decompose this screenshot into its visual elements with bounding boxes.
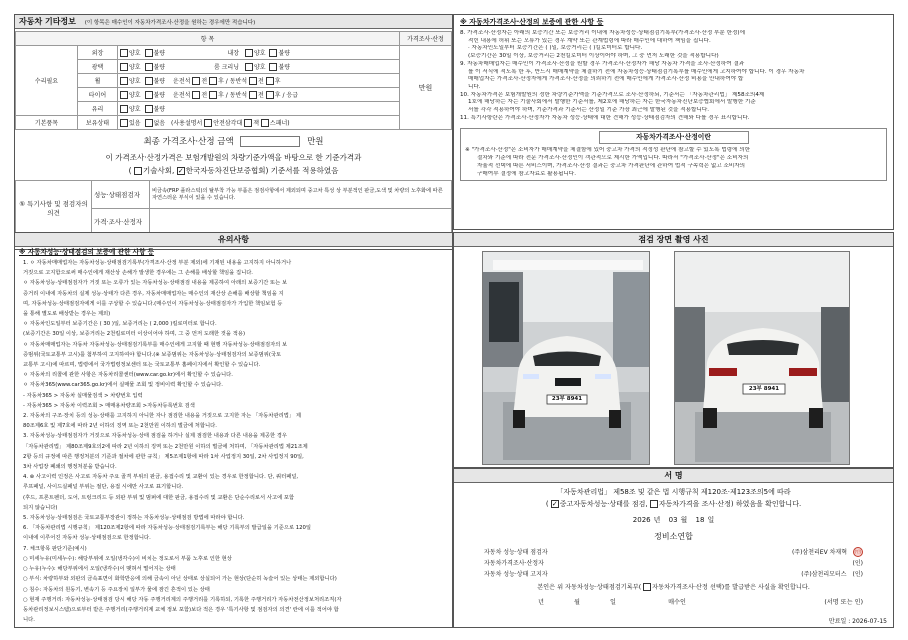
notice-line: 3차 사업장 폐쇄의 행정처분을 받습니다. (23, 464, 117, 471)
option-label: 양호 (129, 91, 141, 99)
checkbox[interactable] (120, 91, 128, 99)
checkbox[interactable] (120, 119, 128, 127)
option-label: 불량 (278, 49, 291, 57)
perf-text: 비금속(FRP 플라스틱)의 탈부착 가능 부품은 점검사항에서 제외되며 중고차 특성 상 부분적인 판금,도색 및 차량의 노후화에 따른 자연스러운 부식이 있을 수 있습니다. (150, 181, 452, 209)
signer-name: (주)삼천리모터스 (801, 571, 847, 578)
price-opinion (150, 209, 452, 235)
price-guarantee-items (460, 30, 887, 122)
notice-line: 증거리 이내에 자동차의 실제 성능·상태가 다른 경우, 자동차매매업자는 매수인의 재산상 손해를 배상할 책임을 지 (23, 290, 284, 297)
guarantee-line: 니다. (468, 83, 481, 90)
buyer-month: 월 (574, 599, 580, 606)
notice-line: 거짓으로 고지함으로써 매수인에게 재산상 손해가 발생한 경우에는 그 손해를 배상할 책임을 집니다. (23, 270, 253, 277)
final-price-unit: 만원 (307, 137, 324, 147)
checkbox[interactable] (145, 63, 153, 71)
law-line-2 (454, 499, 893, 509)
notices-panel (14, 232, 453, 628)
sign-year: 2026 (632, 516, 651, 524)
notice-line: 을 통해 별도로 배상받는 경우는 제외) (23, 311, 111, 318)
notice-line: 7. 체크항목 판단기준(예시) (23, 545, 87, 552)
notice-line: 며, 자동차성능·상태점검자에게 이를 구상할 수 있습니다.(매수인이 자동차성능·상태점검자가 가입한 책임보험 등 (23, 300, 283, 307)
signer-role: 자동차가격조사·산정자 (484, 560, 544, 567)
checkbox[interactable] (269, 63, 277, 71)
signature-header: 서 명 (454, 469, 893, 483)
option-label: 있음 (129, 119, 141, 127)
row-name: 유리 (78, 102, 118, 116)
passenger-label: / 동반석 (225, 91, 248, 99)
notice-line: 증범위(국토교통부 고시)를 첨부하여 고지하여야 합니다.(※ 보증범위는 자동차성능·상태점검자의 보증범위(국토 (23, 351, 282, 358)
rear-car-image (675, 252, 850, 465)
guarantee-line: 9. 자동차매매업자는 매수인이 가격조사·산정을 원할 경우 가격조사·산정자가 해당 자동차 가격을 조사·산정하여 결과 (460, 60, 745, 67)
notices-header: 유의사항 (15, 233, 452, 247)
checkbox[interactable] (120, 77, 128, 85)
row-options (118, 74, 400, 88)
option-label: 후 (274, 77, 281, 85)
rear-inspection-photo (674, 251, 850, 465)
price-guarantee-panel (453, 14, 894, 230)
option-label: 양호 (253, 63, 266, 71)
checkbox-kadsa[interactable]: ✓ (177, 167, 184, 175)
guarantee-line: 를 이 서식에 적도록 한 후, 반드시 매매계약을 체결하기 전에 자동차성능·상태점검기록부를 매수인에게 고지하여야 합니다. 이 경우 자동차 (468, 68, 805, 75)
checkbox[interactable] (249, 77, 257, 85)
option-label: 전 (258, 91, 264, 99)
checkbox[interactable] (145, 77, 153, 85)
checkbox[interactable] (209, 77, 217, 85)
option-label: 양호 (253, 49, 266, 57)
rear-plate: 23부 8941 (748, 386, 780, 392)
notice-line: 3. 자동차성능·상태점검자가 거짓으로 자동차성능·상태 점검을 하거나 실제 점검한 내용과 다른 내용을 제공한 경우 (23, 433, 288, 440)
confirm-a: 본인은 위 자동차성능·상태점검기록부( (537, 584, 642, 591)
notice-line: 1. ㅇ 자동차매매업자는 자동차성능·상태점검기록부(가격조사·산정 부분 제외)에 기재된 내용을 고지하지 아니하거나 (23, 260, 292, 266)
option-label: 전 (258, 77, 264, 85)
checkbox[interactable] (209, 91, 217, 99)
signer-role: 자동차 성능·상태 점검자 (484, 549, 548, 556)
law-line-1: 「자동차관리법」 제58조 및 같은 법 시행규칙 제120조·제123조의5에 따라 (556, 488, 791, 496)
driver-label: 운전석 (173, 77, 191, 85)
signers (454, 542, 893, 579)
driver-label: 운전석 (173, 91, 191, 99)
buyer-row (454, 597, 893, 606)
checkbox[interactable] (269, 49, 277, 57)
guarantee-line: 서를 각각 적용하여야 하며, 기준가격과 기준서는 산정일 기준 가장 최근에 발행된 것을 적용합니다. (468, 107, 710, 114)
signer-role: 자동차 성능·상태 고지자 (484, 571, 548, 578)
guarantee-line: (보증기간은 30일 이상, 보증거리는 2천킬로미터 이상이어야 하며, 그 중 먼저 도래한 것을 적용합니다) (468, 53, 719, 60)
confirm-line (454, 582, 893, 591)
definition-line: 구매여부 결정에 참고자료로 활용됩니다. (477, 170, 576, 177)
front-car-image (483, 252, 650, 465)
option-label: 불량 (153, 91, 166, 99)
option-label: 양호 (129, 63, 141, 71)
guarantee-line: · 자동차인도일부터 보증기간은 ( )일, 보증거리는 ( )킬로미터로 합니다. (468, 45, 643, 52)
option-label: (사용설명서 (171, 119, 203, 127)
photos-header: 점검 장면 촬영 사진 (454, 233, 893, 247)
guarantee-line: 10. 자동차가격은 보험개발원의 정한 차량기준가액을 기준가격으로 조사·산정하되, 기준서는 「자동차관리법」 제58조의4제 (460, 91, 765, 98)
notice-line: ○ 부식: 차량하부와 외판의 금속표면이 화학반응에 의해 금속이 아닌 상태로 상실되어 가는 현상(단순히 녹슬어 있는 상태는 제외합니다) (23, 576, 337, 583)
price-definition-title: 자동차가격조사·산정이란 (599, 131, 749, 144)
day-unit: 일 (707, 516, 715, 524)
checkbox[interactable] (266, 77, 274, 85)
basis-open: ( (128, 166, 132, 175)
notice-line: ○ 미세누유(미세누수): 해당부위에 오일(냉각수)이 비치는 정도로서 부품 노후로 인한 현상 (23, 555, 232, 562)
notice-line: ㅇ 자동차365(www.car365.go.kr)에서 실매물 조회 및 정비이력 확인할 수 있습니다. (23, 382, 223, 389)
expiry-date: 만료일 : 2026-07-15 (828, 618, 887, 625)
law-open: ( (545, 500, 549, 508)
notice-line: ㅇ 자동차매매업자는 자동차 자동차성능·상태점검기록부를 매수인에게 고지할 때 현행 자동차성능·상태점검자의 보 (23, 341, 288, 348)
sign-month: 03 (668, 516, 678, 524)
row-name-2: 룸 크리닝 (213, 63, 240, 71)
definition-line: 자율적 선택에 따른 서비스이며, 가격조사·산정 결과는 중고차 가격판단에 관하여 법적 구속력은 없고 소비자의 (477, 162, 746, 169)
notice-line: ○ 현재 주행거리: 자동차성능·상태점검 당시 해당 자동 주행거리계의 주행거리를 기록하되, 기록한 주행거리가 자동차전산정보처리조직(자 (23, 596, 342, 603)
basic-options (118, 116, 400, 130)
checkbox[interactable] (249, 91, 257, 99)
option-label: 불량 (153, 77, 166, 85)
option-label: 후 (274, 91, 281, 99)
checkbox-tech-society[interactable] (134, 167, 142, 175)
row-name: 광택 (78, 60, 118, 74)
notice-line: - 자동차365 > 자동차 실매물검색 > 차량번호 입력 (23, 392, 143, 399)
option-label: 양호 (129, 105, 141, 113)
checkbox[interactable] (120, 49, 128, 57)
option-label: 후 (218, 77, 224, 85)
buyer-day: 일 (610, 599, 616, 606)
signer-name: (주)삼천리EV 차재혁 (791, 549, 847, 556)
notice-line: 이내에 이루어진 자동차 성능·상태점검으로 한정합니다. (23, 535, 151, 542)
vehicle-info-table (15, 31, 452, 130)
price-definition-box (460, 128, 887, 181)
price-unit: 만원 (400, 46, 452, 130)
notice-line: 2항 등의 규정에 따른 행정처분의 기준과 절차에 관한 규칙」 제5조제1항에 따라 1차 사업정지 30일, 2차 사업정지 90일, (23, 453, 304, 460)
buyer-sign[interactable]: (서명 또는 인) (824, 599, 863, 606)
guarantee-line: 매매업자는 가격조사·산정자에게 가격조사·산정을 의뢰하기 전에 매수인에게 가격조사·산정 비용을 안내하여야 합 (468, 76, 744, 83)
price-guarantee-title: ※ 자동차가격조사·산정의 보증에 관한 사항 등 (460, 18, 604, 26)
final-price-input[interactable] (240, 136, 300, 147)
row-name-2: 내장 (227, 49, 240, 57)
special-table (15, 180, 452, 235)
row-options (118, 46, 400, 60)
notice-line: 5. 자동차성능·상태점검은 국토교통부장관이 정하는 자동차성능·상태점검 방법에 따라야 합니다. (23, 515, 245, 522)
signer-row (484, 557, 863, 568)
option-label: 불량 (153, 49, 166, 57)
row-options (118, 60, 400, 74)
checkbox[interactable] (120, 63, 128, 71)
group-repair: 수리필요 (16, 46, 78, 116)
checkbox[interactable] (120, 105, 128, 113)
sign-date (454, 515, 893, 525)
notice-line: 교통부 고시)에 따르며, 법령에서 국가법령정보센터 또는 국토교통부 홈페이지에서 확인할 수 있습니다. (23, 362, 261, 369)
notice-line: 되지 않습니다) (23, 504, 58, 511)
checkbox-performance[interactable]: ✓ (551, 500, 558, 508)
notice-line: 니다. (23, 617, 35, 624)
notice-line: ○ 누유(누수): 해당부위에서 오일(냉각수)이 맺혀서 떨어지는 상태 (23, 566, 176, 573)
month-unit: 월 (680, 516, 688, 524)
signer-row (484, 568, 863, 579)
option-label: 양호 (129, 49, 141, 57)
checkbox-confirm[interactable] (643, 583, 651, 591)
checkbox[interactable] (261, 119, 269, 127)
notice-line: 루프패널, 사이드실패널 부위는 절단, 용접 시에만 사고로 표기합니다. (23, 484, 184, 491)
definition-line: 절차와 기준에 따라 전문 가격조사·산정인이 객관적으로 제시한 가액입니다. 따라서 "가격조사·산정"은 소비자의 (477, 155, 749, 162)
option-label: 잭 (253, 119, 259, 127)
option-label: 불량 (278, 63, 291, 71)
col-price: 가격조사·산정 (400, 32, 452, 46)
vehicle-info-header (15, 15, 452, 29)
sign-day: 18 (695, 516, 705, 524)
group-basic: 기본품목 (16, 116, 78, 130)
front-inspection-photo (482, 251, 650, 465)
vehicle-info-subtitle: (이 항목은 매수인이 자동차가격조사·산정을 원하는 경우에만 적습니다) (84, 20, 256, 26)
confirm-b: 자동차가격조사·산정 선택)를 발급받은 사실을 확인합니다. (652, 584, 810, 591)
notice-line: ○ 침수: 자동차의 원동기, 변속기 등 주요장치 일부가 물에 잠긴 흔적이 있는 상태 (23, 586, 210, 593)
buyer-year: 년 (538, 599, 544, 606)
checkbox[interactable] (145, 49, 153, 57)
checkbox[interactable] (192, 77, 200, 85)
notice-line: 6. 「자동차관리법 시행규칙」 제120조제2항에 따라 자동차성능·상태점검기록부는 해당 기록부의 발급일을 기준으로 120일 (23, 525, 312, 532)
year-unit: 년 (653, 516, 661, 524)
checkbox[interactable] (192, 91, 200, 99)
vehicle-info-title: 자동차 기타정보 (19, 17, 76, 26)
checkbox[interactable] (145, 105, 153, 113)
notice-line: 80조제6호 및 제7호에 따라 2년 이하의 징역 또는 2천만원 이하의 벌금에 처합니다. (23, 423, 217, 430)
seal-icon (853, 547, 863, 557)
option-label: 후 (218, 91, 224, 99)
final-price-row (15, 135, 452, 147)
basis-kadsa: 한국자동차진단보증협회) 기준서를 적용하였음 (185, 166, 339, 175)
definition-line: ※ "가격조사·산정"은 소비자가 매매계약을 체결함에 있어 중고차 가격의 적정성 판단에 참고할 수 있도록 법령에 의한 (465, 147, 751, 154)
basis-tech-society: 기술사회, (142, 166, 175, 175)
checkbox[interactable] (266, 91, 274, 99)
option-label: 양호 (129, 77, 141, 85)
col-item: 항 목 (16, 32, 400, 46)
row-options (118, 102, 400, 116)
option-label: 전 (201, 77, 208, 85)
sign-org: 정비소연합 (654, 532, 693, 541)
signer-mark: (인) (852, 560, 863, 567)
checkbox[interactable] (245, 63, 253, 71)
signature-panel (453, 468, 894, 628)
notice-line: ㅇ 자동차의 리콜에 관한 사항은 자동차리콜센터(www.car.go.kr)에서 확인할 수 있습니다. (23, 372, 233, 379)
final-price-label: 최종 가격조사·산정 금액 (143, 137, 234, 147)
photos-panel (453, 232, 894, 468)
notice-line: ㅇ 자동차인도일부터 보증기간은 ( 30 )일, 보증거리는 ( 2,000 )킬로미터로 합니다. (23, 321, 217, 328)
option-label: 불량 (153, 63, 166, 71)
checkbox[interactable] (245, 49, 253, 57)
notices-section-title: ※ 자동차성능·상태점검의 보증에 관한 사항 등 (19, 248, 155, 256)
passenger-label: / 동반석 (225, 77, 248, 85)
front-plate: 23부 8941 (551, 396, 583, 402)
row-name: 타이어 (78, 88, 118, 102)
notice-line: ㅇ 자동차성능·상태점검자가 거짓 또는 오류가 있는 자동차성능·상태점검 내용을 제공하여 아래의 보증기간 또는 보 (23, 280, 288, 287)
notice-line: 4. ⊛ 사고이력 인정은 사고로 자동차 주요 골격 부위의 판금, 용접수리 및 교환이 있는 경우로 한정합니다. 단, 쿼터패널, (23, 474, 299, 481)
buyer-label: 매수인 (668, 599, 686, 606)
option-label: 스패너) (269, 119, 290, 127)
row-name: 외장 (78, 46, 118, 60)
row-name: 휠 (78, 74, 118, 88)
option-label: 전 (201, 91, 208, 99)
option-label: 안전삼각대 (213, 119, 243, 127)
checkbox[interactable] (145, 91, 153, 99)
notice-line: - 자동차365 > 자동차 이력조회 > 매매용차량조회 >자동차등록번호 검색 (23, 402, 195, 409)
special-label: ⑤ 특기사항 및 점검자의 의견 (16, 181, 92, 235)
basic-row-name: 보유상태 (78, 116, 118, 130)
option-label: 없음 (153, 119, 166, 127)
law-price: 자동차가격을 조사·산정) 하였음을 확인합니다. (658, 500, 802, 508)
guarantee-line: 적힌 내용에 허위 또는 오류가 있는 경우 계약 또는 관계법령에 따라 매수인에 대하여 책임을 집니다. (468, 37, 711, 44)
guarantee-line: 1호에 해당하는 자는 기술사회에서 발행한 기준서를, 제2호에 해당하는 자는 한국자동차진단보증협회에서 발행한 기준 (468, 99, 756, 106)
notice-line: (보증기간은 30일 이상, 보증거리는 2천킬로미터 이상이어야 하며, 그 중 먼저 도래한 것을 적용) (23, 331, 246, 338)
checkbox[interactable] (204, 119, 212, 127)
perf-label: 성능·상태점검자 (92, 181, 150, 209)
basis-options (15, 165, 452, 176)
basis-text: 이 가격조사·산정가격은 보험개발원의 차량기준가액을 바탕으로 한 기준가격과 (105, 153, 362, 162)
checkbox[interactable] (244, 119, 252, 127)
guarantee-line: 8. 가격조사·산정자는 아래의 보증기간 또는 보증거리 이내에 자동차성능·상태점검기록부(가격조사·산정 부분 한정)에 (460, 30, 746, 36)
law-performance: 중고자동차성능·상태를 점검, (559, 500, 648, 508)
notice-line: (후드, 프론트펜더, 도어, 트렁크리드 등 외판 부위 및 범퍼에 대한 판금, 용접수리 및 교환은 단순수리로서 사고에 포함 (23, 494, 295, 501)
signer-mark: (인) (854, 548, 862, 554)
row-options (118, 88, 400, 102)
signer-row (484, 546, 863, 557)
vehicle-info-panel (14, 14, 453, 250)
price-label: 가격·조사·산정자 (92, 209, 150, 235)
notice-line: 동차관리정보시스템)으로부터 받은 주행거리(주행거리계 교체 정보 포함)보다 적은 경우 '특기사항 및 점검자의 의견' 란에 이를 적어야 합 (23, 606, 339, 613)
notice-line: 2. 자동차의 구조·장치 등의 성능·상태를 고지하지 아니한 자나 점검한 내용을 거짓으로 고지한 자는 「자동차관리법」 제 (23, 413, 301, 420)
spare-label: / 응급 (282, 91, 298, 99)
guarantee-line: 11. 특기사항란은 가격조사·산정자가 자동차 성능·상태에 대한 견해가 성능·상태점검자의 견해와 다를 경우 표시합니다. (460, 114, 750, 121)
checkbox[interactable] (145, 119, 153, 127)
signer-mark: (인) (852, 571, 863, 578)
notices-body (15, 258, 452, 625)
notice-line: 「자동차관리법」 제80조제9호의2에 따라 2년 이하의 징역 또는 2천만원 이하의 벌금에 처하며, 「자동차관리법 제21조제 (23, 443, 308, 450)
checkbox-price[interactable] (650, 500, 658, 508)
option-label: 불량 (153, 105, 166, 113)
